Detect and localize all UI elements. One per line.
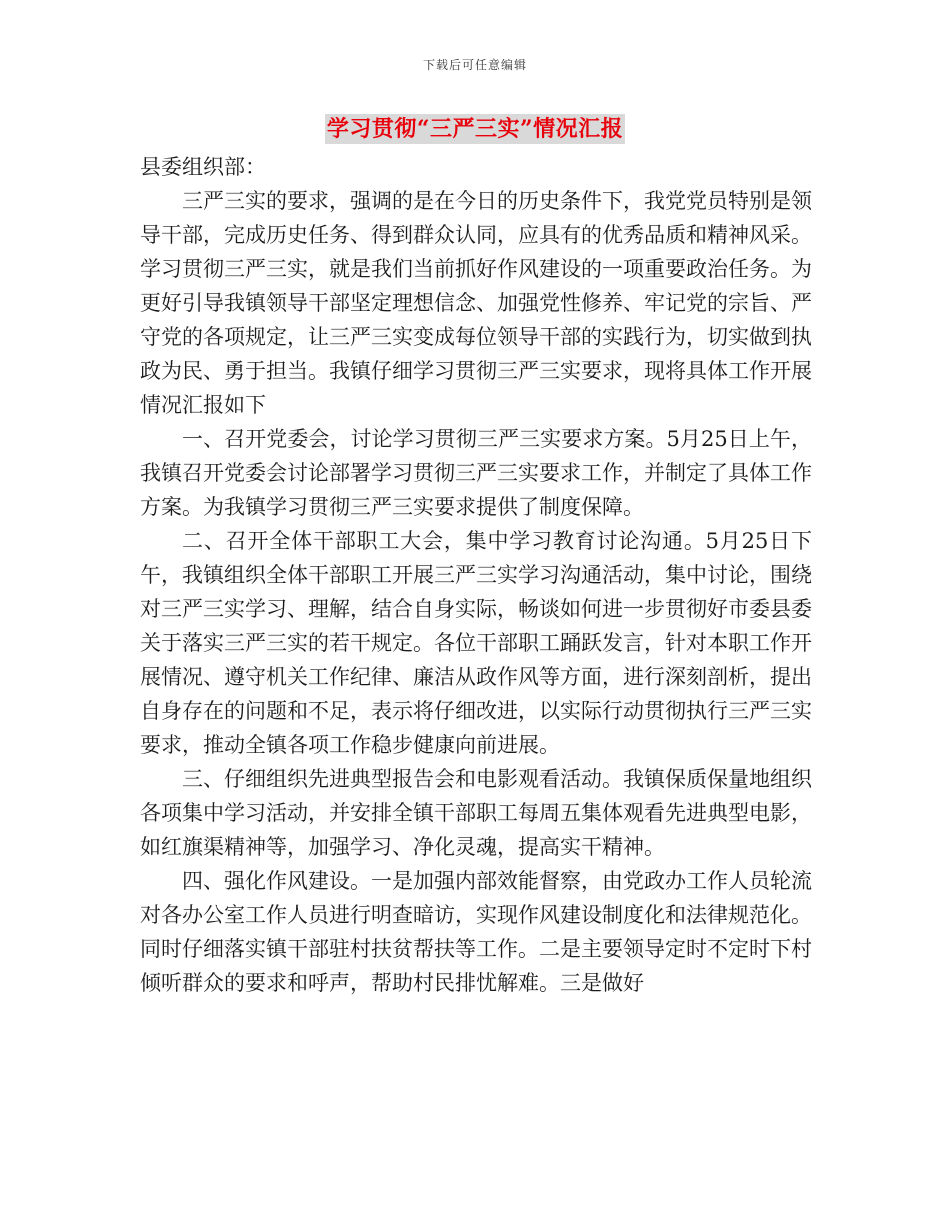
title-wrap bbox=[0, 114, 950, 144]
document-title: 学习贯彻“三严三实”情况汇报 bbox=[326, 116, 624, 142]
document-body bbox=[140, 150, 812, 1000]
paragraph-section-1: 一、召开党委会，讨论学习贯彻三严三实要求方案。5月25日上午，我镇召开党委会讨论部署学习贯彻三严三实要求工作，并制定了具体工作方案。为我镇学习贯彻三严三实要求提供了制度保障。 bbox=[140, 427, 812, 519]
salutation: 县委组织部： bbox=[140, 155, 266, 179]
paragraph-intro: 三严三实的要求，强调的是在今日的历史条件下，我党党员特别是领导干部，完成历史任务、得到群众认同，应具有的优秀品质和精神风采。学习贯彻三严三实，就是我们当前抓好作风建设的一项重要政治任务。为更好引导我镇领导干部坚定理想信念、加强党性修养、牢记党的宗旨、严守党的各项规定，让三严三实变成每位领导干部的实践行为，切实做到执政为民、勇于担当。我镇仔细学习贯彻三严三实要求，现将具体工作开展情况汇报如下 bbox=[140, 189, 812, 417]
paragraph-section-2: 二、召开全体干部职工大会，集中学习教育讨论沟通。5月25日下午，我镇组织全体干部职工开展三严三实学习沟通活动，集中讨论，围绕对三严三实学习、理解，结合自身实际，畅谈如何进一步贯彻好市委县委关于落实三严三实的若干规定。各位干部职工踊跃发言，针对本职工作开展情况、遵守机关工作纪律、廉洁从政作风等方面，进行深刻剖析，提出自身存在的问题和不足，表示将仔细改进，以实际行动贯彻执行三严三实要求，推动全镇各项工作稳步健康向前进展。 bbox=[140, 529, 812, 757]
paragraph-section-4: 四、强化作风建设。一是加强内部效能督察，由党政办工作人员轮流对各办公室工作人员进行明查暗访，实现作风建设制度化和法律规范化。同时仔细落实镇干部驻村扶贫帮扶等工作。二是主要领导定时不定时下村倾听群众的要求和呼声，帮助村民排忧解难。三是做好 bbox=[140, 869, 812, 995]
header-note: 下载后可任意编辑 bbox=[422, 58, 527, 72]
paragraph-section-3: 三、仔细组织先进典型报告会和电影观看活动。我镇保质保量地组织各项集中学习活动，并安排全镇干部职工每周五集体观看先进典型电影，如红旗渠精神等，加强学习、净化灵魂，提高实干精神。 bbox=[140, 767, 812, 859]
